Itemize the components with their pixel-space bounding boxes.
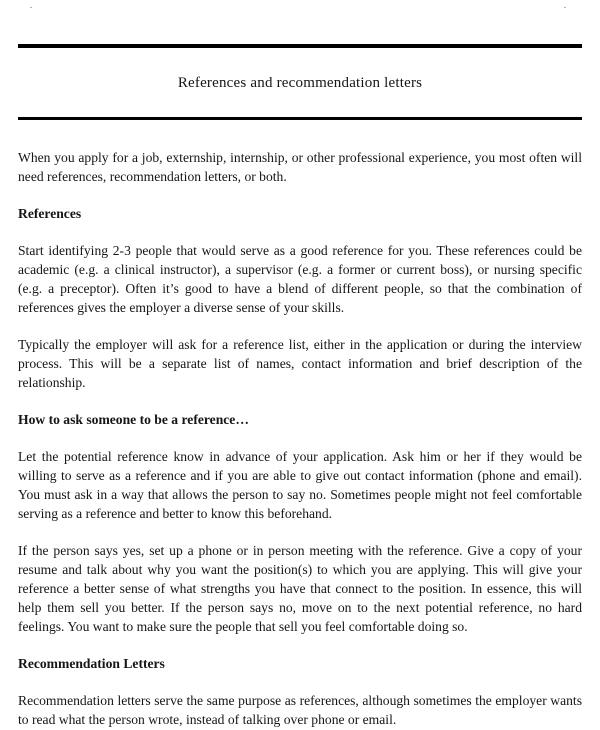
document-title: References and recommendation letters bbox=[177, 75, 423, 91]
horizontal-rule-bottom bbox=[18, 117, 582, 120]
paragraph-intro: When you apply for a job, externship, internship, or other professional experience, you most often will need references, recommendation letters, or both. bbox=[18, 150, 582, 184]
paragraph-ask-in-advance: Let the potential reference know in advance of your application. Ask him or her if they would be willing to serve as a reference and if you are able to give out contact information (phone and email). You must ask in a way that allows the person to say no. Sometimes people might not feel comfortable serving as a reference and better to know this beforehand. bbox=[18, 449, 582, 521]
section-heading-how-to-ask: How to ask someone to be a reference… bbox=[18, 412, 249, 427]
paragraph-identify-people: Start identifying 2-3 people that would serve as a good reference for you. These references could be academic (e.g. a clinical instructor), a supervisor (e.g. a former or current boss), or nursing specific (e.g. a preceptor). Often it’s good to have a blend of different people, so that the combination of references gives the employer a diverse sense of your skills. bbox=[18, 243, 582, 315]
paragraph-recommendation-letters: Recommendation letters serve the same purpose as references, although sometimes the employer wants to read what the person wrote, instead of talking over phone or email. bbox=[18, 693, 582, 727]
horizontal-rule-top bbox=[18, 44, 582, 48]
scan-artifact-dot: . bbox=[564, 1, 566, 10]
section-heading-references: References bbox=[18, 206, 82, 221]
section-heading-recommendation: Recommendation Letters bbox=[18, 656, 165, 671]
paragraph-reference-list: Typically the employer will ask for a reference list, either in the application or during the interview process. This will be a separate list of names, contact information and brief description of the relationship. bbox=[18, 337, 582, 390]
document-body bbox=[18, 148, 582, 729]
scan-artifact-dot: . bbox=[30, 1, 32, 10]
paragraph-if-person-says-yes: If the person says yes, set up a phone or in person meeting with the reference. Give a copy of your resume and talk about why you want the position(s) to which you are applying. This will give your reference a better sense of what strengths you have that connect to the position. In essence, this will help them sell you better. If the person says no, move on to the next potential reference, no hard feelings. You want to make sure the people that sell you feel comfortable doing so. bbox=[18, 543, 582, 634]
